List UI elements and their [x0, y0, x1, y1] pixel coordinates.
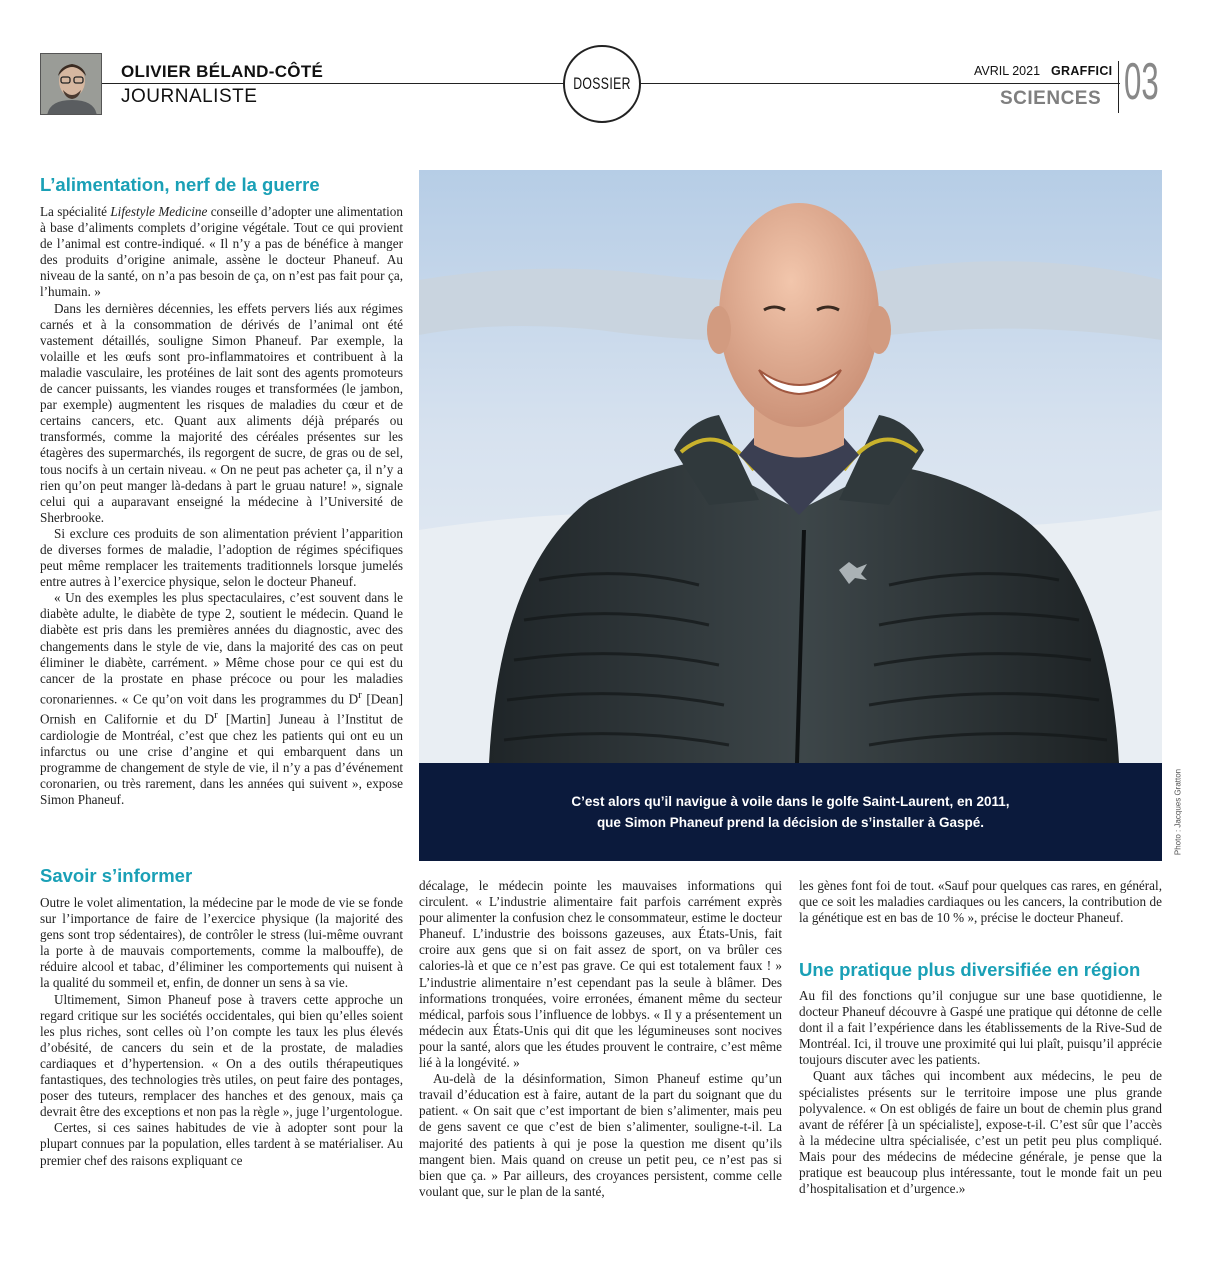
- photo-credit: Photo : Jacques Gratton: [1173, 768, 1183, 856]
- paragraph: Dans les dernières décennies, les effets pervers liés aux régimes carnés et à la consommation de dérivés de l’animal ont été vastement détaillés, souligne Simon Phaneuf. Par exemple, la volaille et les œufs sont pro-inflammatoires et contribuent à la maladie vasculaire, les protéines de lait sont des agents promoteurs de cancer puissants, les viandes rouges et transformées (le jambon, par exemple) augmentent les risques de maladies du cœur et de certains cancers, etc. Quant aux aliments déjà préparés ou transformés, comme la majorité des céréales présentes sur les étagères des supermarchés, ils regorgent de sucre, de gras ou de sel, tous nocifs à un certain niveau. « On ne peut pas acheter ça, il n’y a rien qu’on peut manger là-dedans à part le gruau nature! », signale celui qui a auparavant enseigné la médecine à l’Université de Sherbrooke.: [40, 300, 403, 525]
- paragraph: Certes, si ces saines habitudes de vie à adopter sont pour la plupart connues par la population, elles tardent à se matérialiser. Au premier chef des raisons expliquant ce: [40, 1120, 403, 1168]
- section-heading-nutrition: L’alimentation, nerf de la guerre: [40, 174, 320, 195]
- photo-caption-box: [419, 763, 1162, 861]
- paragraph: Ultimement, Simon Phaneuf pose à travers cette approche un regard critique sur les sociétés occidentales, qui bien qu’elles soient les plus riches, sont celles où l’on compte les taux les plus élevés d’obésité, de cancers du sein et de la prostate, de maladies cardiaques et d’hypertension. « On a des outils thérapeutiques fantastiques, des technologies très utiles, on peut faire des pontages, poser des tuteurs, remplacer des hanches et des genoux, mais ça devrait être des exceptions et non pas la règle », juge l’urgentologue.: [40, 991, 403, 1120]
- paragraph: les gènes font foi de tout. «Sauf pour quelques cas rares, en général, que ce soit les maladies cardiaques ou les cancers, la contribution de la génétique est en bas de 10 % », précise le docteur Phaneuf.: [799, 878, 1162, 926]
- section-heading-region: Une pratique plus diversifiée en région: [799, 959, 1141, 980]
- paragraph-text: [Dean] Ornish en Californie et du D: [40, 691, 403, 727]
- page-number: 03: [1124, 53, 1159, 111]
- paragraph: Outre le volet alimentation, la médecine par le mode de vie se fonde sur l’importance de faire de l’exercice physique (la majorité des gens sont trop sédentaires), de contrôler le stress (lui-même ouvrant la porte à de mauvais comportements, comme la malbouffe), de réduire alcool et tabac, d’éliminer les comportements qui nuisent à la qualité du sommeil et, enfin, de donner un sens à sa vie.: [40, 895, 403, 991]
- photo-caption: [571, 791, 1009, 833]
- superscript: r: [358, 688, 362, 701]
- paragraph-text: « Un des exemples les plus spectaculaires, c’est souvent dans le diabète adulte, le diabète de type 2, soutient le médecin. Quand le diabète est pris dans les premières années du diagnostic, avec des changements dans le style de vie, dans la majorité des cas on peut éliminer le diabète, carrément. » Même chose pour ce qui est du cancer de la prostate en phase précoce ou pour les maladies coronariennes. « Ce qu’on voit dans les programmes du D: [40, 590, 403, 707]
- paragraph-text: [Martin] Juneau à l’Institut de cardiologie de Montréal, c’est que chez les patients qui ont eu un infarctus ou une crise d’angine et qui embarquent dans un programme de changement de style de vie, il n’y a pas d’événement coronarien, ou très rarement, dans les années qui suivent », expose Simon Phaneuf.: [40, 711, 403, 808]
- paragraph-italic: Lifestyle Medicine: [110, 204, 208, 219]
- portrait-photo-image: [419, 170, 1162, 763]
- page-number-divider: [1118, 61, 1119, 113]
- caption-line: que Simon Phaneuf prend la décision de s’installer à Gaspé.: [596, 815, 985, 830]
- author-name: OLIVIER BÉLAND-CÔTÉ: [121, 62, 324, 81]
- caption-line: C’est alors qu’il navigue à voile dans le golfe Saint-Laurent, en 2011,: [571, 794, 1010, 809]
- paragraph: Quant aux tâches qui incombent aux médecins, le peu de spécialistes présents sur le territoire impose une plus grande polyvalence. « On est obligés de faire un bout de chemin plus grand avant de référer [à un spécialiste], expose-t-il. C’est sûr que l’accès à la médecine ultra spécialisée, c’est un petit peu plus compliqué. Mais pour des médecins de médecine générale, je pense que la pratique est beaucoup plus intéressante, tout le monde fait un peu d’hospitalisation et d’urgence.»: [799, 1068, 1162, 1197]
- article-column-3-bottom: [799, 988, 1162, 1197]
- article-column-1-bottom: [40, 895, 403, 1169]
- article-column-1-top: [40, 204, 403, 808]
- dossier-label: DOSSIER: [573, 74, 631, 93]
- dossier-badge: [563, 45, 641, 123]
- paragraph-text: La spécialité: [40, 204, 111, 219]
- article-column-3-top: [799, 878, 1162, 926]
- paragraph: Si exclure ces produits de son alimentation prévient l’apparition de diverses formes de maladie, l’adoption de régimes spécifiques peut même remplacer les traitements traditionnels lorsque jumelés entre autres à l’exercice physique, selon le docteur Phaneuf.: [40, 525, 403, 590]
- author-avatar: [40, 53, 102, 115]
- author-portrait-image: [41, 54, 102, 115]
- paragraph: Au-delà de la désinformation, Simon Phaneuf estime qu’un travail d’éducation est à faire, autant de la part du soignant que du patient. « On sait que c’est important de bien s’alimenter, mais peu de gens savent ce que c’est de bien s’alimenter, souligne-t-il. La majorité des patients à qui je pose la question me disent qu’ils mangent bien. Mais quand on creuse un petit peu, ce n’est pas si bien que ça. » Par ailleurs, des croyances persistent, comme celle voulant que, sur le plan de la santé,: [419, 1071, 782, 1199]
- paragraph: [40, 590, 403, 808]
- paragraph-text: conseille d’adopter une alimentation à base d’aliments complets d’origine végétale. Tout ce qui provient de l’animal est contre-indiqué. « Il n’y a pas de bénéfice à manger des produits d’origine animale, assène le docteur Phaneuf. Au niveau de la santé, on n’a pas besoin de ça, on n’est pas fait pour ça, l’humain. »: [40, 204, 403, 300]
- feature-photo: [419, 170, 1162, 763]
- paragraph: décalage, le médecin pointe les mauvaises informations qui circulent. « L’industrie alimentaire fait parfois carrément exprès pour alimenter la confusion chez le consommateur, estime le docteur Phaneuf. L’industrie des boissons gazeuses, aux États-Unis, fait croire aux gens que si on fait assez de sport, on va brûler ces calories-là et que ce n’est pas grave. Ce qui est totalement faux ! » L’industrie alimentaire n’est cependant pas la seule à blâmer. Des informations tronquées, voire erronées, émanent même du secteur médical, parfois sous l’influence de lobbys. « Il y a présentement un médecin aux États-Unis qui dit que les légumineuses sont nocives pour la santé, alors que les études prouvent le contraire, c’est même lié à la longévité. »: [419, 878, 782, 1071]
- section-name: SCIENCES: [1000, 88, 1102, 109]
- superscript: r: [214, 709, 218, 722]
- section-heading-information: Savoir s’informer: [40, 865, 193, 886]
- publication-name: GRAFFICI: [1051, 64, 1113, 78]
- issue-date: AVRIL 2021: [974, 64, 1041, 78]
- article-column-2: [419, 878, 782, 1200]
- author-role: JOURNALISTE: [121, 86, 258, 107]
- paragraph: [40, 204, 403, 301]
- paragraph: Au fil des fonctions qu’il conjugue sur une base quotidienne, le docteur Phaneuf découvre à Gaspé une pratique qui détonne de celle dont il a fait l’expérience dans les établissements de la Rive-Sud de Montréal. Ici, il trouve une proximité qui lui plaît, puisqu’il apprécie toujours discuter avec les patients.: [799, 988, 1162, 1068]
